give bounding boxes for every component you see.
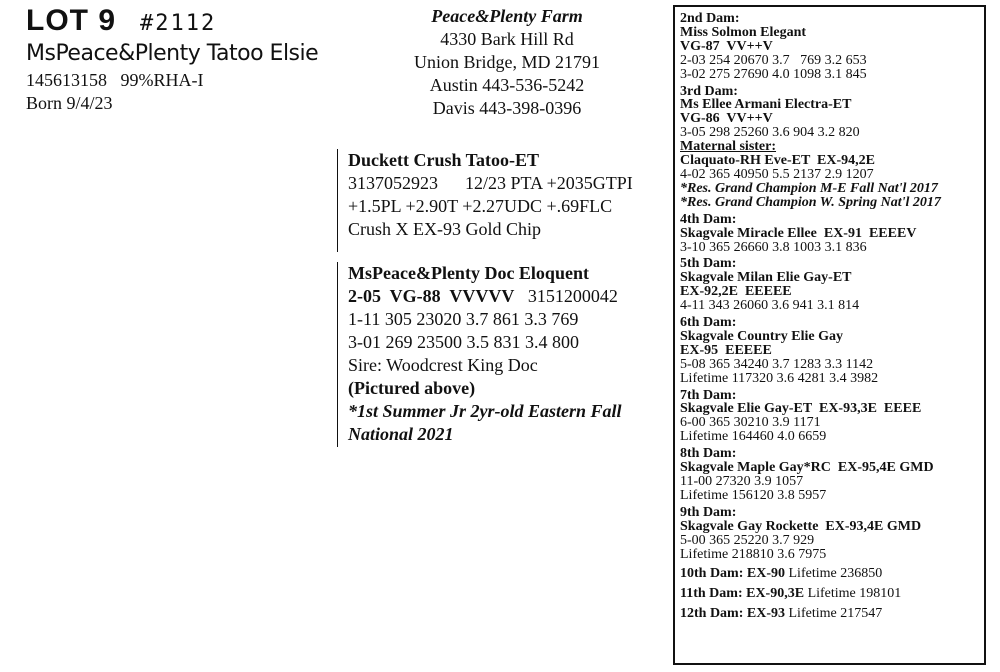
dam-classification-line [348,285,668,308]
dam-6-name: Skagvale Country Elie Gay [680,328,843,344]
dam-3-class: VG-86 VV++V [680,111,773,127]
farm-info [392,5,622,120]
sire-line3: Crush X EX-93 Gold Chip [348,219,541,239]
dam-5-name: Skagvale Milan Elie Gay-ET [680,270,852,286]
farm-address-line1: 4330 Bark Hill Rd [440,29,574,49]
dam-12-label: 12th Dam: EX-93 [680,606,785,622]
dam-record1: 1-11 305 23020 3.7 861 3.3 769 [348,309,579,329]
dam-7-section [680,389,984,445]
maternal-sister-name: Claquato-RH Eve-ET EX-94,2E [680,153,875,169]
lot-title [26,4,216,38]
dam-12-record: Lifetime 217547 [788,606,883,622]
dam-6-class: EX-95 EEEEE [680,342,772,358]
dam-block [337,262,668,447]
dam-3-name: Ms Ellee Armani Electra-ET [680,97,852,113]
dam-4-record1: 3-10 365 26660 3.8 1003 3.1 836 [680,239,867,255]
lot-label: LOT 9 [26,4,117,37]
dam-name: MsPeace&Plenty Doc Eloquent [348,263,589,283]
dam-pictured-note: (Pictured above) [348,378,476,398]
registration-line: 145613158 99%RHA-I [26,70,204,90]
dam-3-label: 3rd Dam: [680,83,738,99]
birth-date: Born 9/4/23 [26,93,113,113]
dam-2-record2: 3-02 275 27690 4.0 1098 3.1 845 [680,66,867,82]
dam-2-section [680,12,984,82]
dam-10-line [680,566,984,581]
dam-8-record2: Lifetime 156120 3.8 5957 [680,487,827,503]
dam-7-label: 7th Dam: [680,387,737,403]
animal-name: MsPeace&Plenty Tatoo Elsie [26,41,319,66]
dam-classification: 2-05 VG-88 VVVVV [348,286,515,306]
dam-5-label: 5th Dam: [680,256,737,272]
dam-6-record1: 5-08 365 34240 3.7 1283 3.3 1142 [680,356,874,372]
dam-6-label: 6th Dam: [680,315,737,331]
lot-number: #2112 [140,11,217,36]
dam-2-record1: 2-03 254 20670 3.7 769 3.2 653 [680,52,867,68]
dam-5-record1: 4-11 343 26060 3.6 941 3.1 814 [680,298,860,314]
farm-contact-austin: Austin 443-536-5242 [429,75,585,95]
dam-11-record: Lifetime 198101 [807,586,902,602]
dam-8-record1: 11-00 27320 3.9 1057 [680,474,804,489]
dam-6-record2: Lifetime 117320 3.6 4281 3.4 3982 [680,370,879,386]
dam-8-name: Skagvale Maple Gay*RC EX-95,4E GMD [680,460,934,476]
sire-name: Duckett Crush Tatoo-ET [348,150,540,170]
dam-2-class: VG-87 VV++V [680,38,773,54]
dam-3-section [680,85,984,210]
sire-line1: 3137052923 12/23 PTA +2035GTPI [348,173,633,193]
dam-award-line1: *1st Summer Jr 2yr-old Eastern Fall [348,401,622,421]
dam-2-name: Miss Solmon Elegant [680,24,807,40]
dam-11-line [680,586,984,601]
dam-12-line [680,606,984,621]
dam-record2: 3-01 269 23500 3.5 831 3.4 800 [348,332,579,352]
farm-contact-davis: Davis 443-398-0396 [432,98,582,118]
dam-award-line2: National 2021 [348,424,454,444]
pedigree-box [673,5,986,665]
dam-2-label: 2nd Dam: [680,11,740,26]
sire-block [337,149,668,252]
dam-6-section [680,316,984,386]
dam-4-name: Skagvale Miracle Ellee EX-91 EEEEV [680,225,917,241]
dam-7-name: Skagvale Elie Gay-ET EX-93,3E EEEE [680,401,922,417]
dam-11-label: 11th Dam: EX-90,3E [680,586,805,602]
dam-8-section [680,447,984,503]
dam-sire: Sire: Woodcrest King Doc [348,355,538,375]
dam-4-section [680,213,984,255]
dam-10-record: Lifetime 236850 [788,566,883,582]
farm-name: Peace&Plenty Farm [431,6,583,26]
dam-9-label: 9th Dam: [680,504,737,520]
sire-line2: +1.5PL +2.90T +2.27UDC +.69FLC [348,196,613,216]
dam-registration: 3151200042 [527,286,618,306]
dam-9-record1: 5-00 365 25220 3.7 929 [680,532,815,548]
dam-9-section [680,506,984,562]
dam-9-name: Skagvale Gay Rockette EX-93,4E GMD [680,518,922,534]
farm-address-line2: Union Bridge, MD 21791 [414,52,600,72]
dam-5-class: EX-92,2E EEEEE [680,284,792,300]
dam-3-record1: 3-05 298 25260 3.6 904 3.2 820 [680,125,860,141]
dam-4-label: 4th Dam: [680,211,737,227]
dam-5-section [680,257,984,313]
maternal-sister-label: Maternal sister: [680,139,777,155]
dam-7-record2: Lifetime 164460 4.0 6659 [680,429,827,445]
maternal-sister-record: 4-02 365 40950 5.5 2137 2.9 1207 [680,166,874,182]
maternal-sister-award1: *Res. Grand Champion M-E Fall Nat'l 2017 [680,180,938,196]
dam-9-record2: Lifetime 218810 3.6 7975 [680,546,827,562]
dam-10-label: 10th Dam: EX-90 [680,566,785,582]
maternal-sister-award2: *Res. Grand Champion W. Spring Nat'l 2017 [680,194,941,210]
dam-7-record1: 6-00 365 30210 3.9 1171 [680,415,821,431]
dam-8-label: 8th Dam: [680,446,737,462]
